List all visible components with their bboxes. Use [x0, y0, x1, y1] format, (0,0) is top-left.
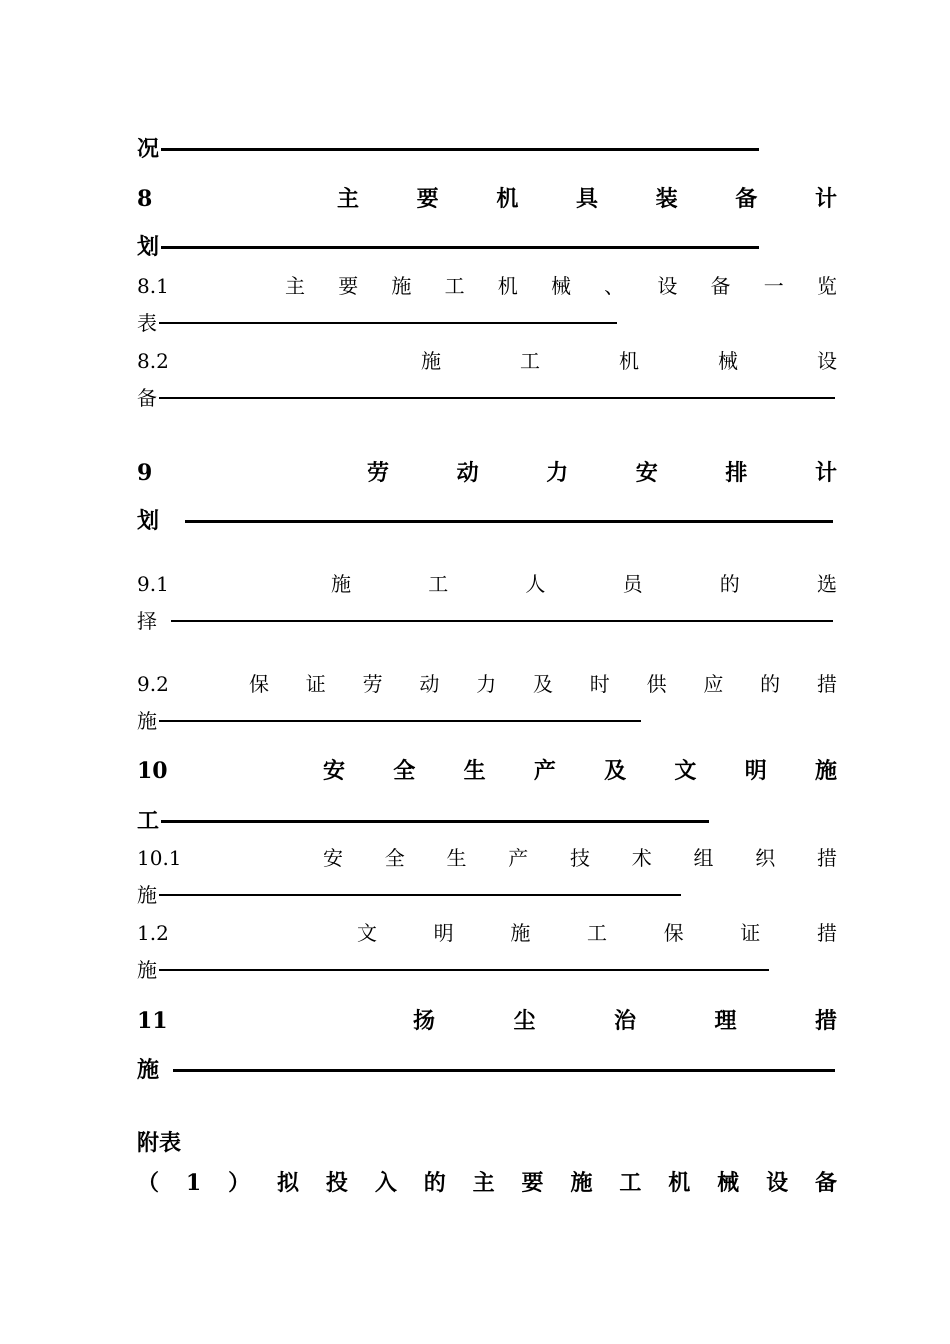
section-number: 1.2 — [137, 921, 169, 945]
title-char: 力 — [546, 460, 569, 486]
title-char: 、 — [604, 274, 625, 298]
title-char: 供 — [646, 672, 667, 696]
title-char: 应 — [703, 672, 724, 696]
title-char: 施 — [421, 349, 441, 373]
title-char: 产 — [533, 758, 556, 784]
title-char: 设 — [657, 274, 678, 298]
title-tail-char: 表 — [137, 311, 157, 335]
title-char: 明 — [433, 921, 454, 945]
section-title — [285, 276, 837, 296]
toc-line-continuation — [137, 138, 837, 160]
toc-leader-line — [159, 969, 769, 971]
title-tail-char: 施 — [137, 958, 157, 982]
toc-entry-9-1-continuation — [137, 611, 837, 631]
toc-entry-9-2-continuation — [137, 711, 837, 731]
section-title — [413, 1010, 837, 1032]
toc-entry-8-1-continuation — [137, 313, 837, 333]
toc-entry-10-continuation — [137, 810, 837, 832]
title-char: 措 — [817, 846, 837, 870]
title-char: 证 — [740, 921, 761, 945]
title-char: 文 — [357, 921, 377, 945]
title-char: 尘 — [513, 1008, 536, 1034]
title-char: 一 — [763, 274, 784, 298]
toc-entry-10-1-continuation — [137, 885, 837, 905]
title-tail-char: 施 — [137, 709, 157, 733]
section-title — [357, 923, 837, 943]
appendix-char: 设 — [766, 1170, 789, 1196]
section-title — [337, 188, 837, 210]
appendix-char: 工 — [619, 1170, 642, 1196]
title-char: 设 — [817, 349, 837, 373]
toc-leader-line — [171, 620, 833, 622]
appendix-item-1[interactable] — [137, 1172, 837, 1194]
title-char: 产 — [508, 846, 529, 870]
appendix-char: 1 — [185, 1170, 202, 1196]
title-char: 生 — [463, 758, 486, 784]
toc-entry-10-1[interactable] — [137, 848, 837, 868]
appendix-char: 要 — [521, 1170, 544, 1196]
title-char: 安 — [323, 846, 343, 870]
title-char: 览 — [816, 274, 837, 298]
title-char: 机 — [496, 186, 519, 212]
toc-entry-9[interactable] — [137, 462, 837, 484]
title-char: 员 — [622, 572, 643, 596]
title-char: 生 — [446, 846, 467, 870]
title-char: 治 — [613, 1008, 636, 1034]
toc-leader-line — [159, 322, 617, 324]
toc-entry-11[interactable] — [137, 1010, 837, 1032]
section-title — [323, 848, 837, 868]
toc-entry-11-continuation — [137, 1059, 837, 1081]
title-char: 安 — [323, 758, 346, 784]
section-number: 8.2 — [137, 349, 169, 373]
title-char: 安 — [635, 460, 658, 486]
section-title — [249, 674, 837, 694]
title-char: 时 — [589, 672, 610, 696]
title-char: 术 — [631, 846, 652, 870]
appendix-char: 机 — [668, 1170, 691, 1196]
section-title — [421, 351, 837, 371]
title-tail-char: 施 — [137, 1057, 160, 1083]
title-char: 人 — [525, 572, 546, 596]
title-char: 全 — [393, 758, 416, 784]
title-char: 排 — [725, 460, 748, 486]
toc-entry-9-1[interactable] — [137, 574, 837, 594]
title-char: 计 — [814, 186, 837, 212]
title-tail-char: 划 — [137, 234, 160, 260]
title-char: 措 — [816, 672, 837, 696]
title-char: 动 — [419, 672, 440, 696]
toc-entry-8-continuation — [137, 236, 837, 258]
title-char: 动 — [456, 460, 479, 486]
toc-entry-8-1[interactable] — [137, 276, 837, 296]
title-char: 的 — [760, 672, 781, 696]
title-char: 要 — [416, 186, 439, 212]
section-title — [323, 760, 837, 782]
title-char: 械 — [550, 274, 571, 298]
title-char: 施 — [814, 758, 837, 784]
toc-leader-line — [161, 246, 759, 249]
title-char: 理 — [714, 1008, 737, 1034]
title-char: 及 — [532, 672, 553, 696]
appendix-heading — [137, 1132, 837, 1154]
title-char: 明 — [744, 758, 767, 784]
title-char: 全 — [384, 846, 405, 870]
title-char: 工 — [428, 572, 449, 596]
section-number: 9.2 — [137, 672, 169, 696]
title-char: 施 — [510, 921, 531, 945]
title-char: 备 — [710, 274, 731, 298]
section-number: 8.1 — [137, 274, 169, 298]
toc-entry-8-2[interactable] — [137, 351, 837, 371]
section-number: 8 — [137, 186, 153, 212]
title-char: 施 — [391, 274, 412, 298]
title-char: 备 — [735, 186, 758, 212]
title-char: 械 — [718, 349, 738, 373]
section-title — [367, 462, 837, 484]
title-tail-char: 择 — [137, 609, 157, 633]
title-char: 保 — [663, 921, 684, 945]
toc-entry-9-2[interactable] — [137, 674, 837, 694]
toc-leader-line — [161, 148, 759, 151]
section-number: 10.1 — [137, 846, 182, 870]
toc-entry-1-2[interactable] — [137, 923, 837, 943]
appendix-char: ） — [228, 1170, 251, 1196]
section-number: 9.1 — [137, 572, 169, 596]
toc-entry-8-2-continuation — [137, 388, 837, 408]
appendix-heading-text: 附表 — [137, 1130, 182, 1156]
section-number: 9 — [137, 460, 153, 486]
appendix-char: 主 — [472, 1170, 495, 1196]
title-char: 劳 — [362, 672, 383, 696]
title-tail-char: 施 — [137, 883, 157, 907]
title-char: 具 — [575, 186, 598, 212]
title-char: 扬 — [413, 1008, 436, 1034]
title-char: 文 — [674, 758, 697, 784]
title-char: 主 — [285, 274, 305, 298]
title-tail-char: 划 — [137, 508, 160, 534]
title-char: 装 — [655, 186, 678, 212]
title-tail-char: 备 — [137, 386, 157, 410]
appendix-char: 械 — [717, 1170, 740, 1196]
title-char: 措 — [814, 1008, 837, 1034]
toc-leader-line — [185, 520, 833, 523]
toc-leader-line — [161, 820, 709, 823]
toc-entry-10[interactable] — [137, 760, 837, 782]
appendix-char: 备 — [814, 1170, 837, 1196]
toc-leader-line — [159, 894, 681, 896]
title-char: 计 — [814, 460, 837, 486]
title-char: 的 — [719, 572, 740, 596]
toc-entry-1-2-continuation — [137, 960, 837, 980]
title-char: 要 — [338, 274, 359, 298]
title-char: 技 — [570, 846, 590, 870]
title-char: 工 — [586, 921, 607, 945]
toc-leader-line — [159, 397, 835, 399]
title-char: 机 — [619, 349, 639, 373]
title-char: 施 — [331, 572, 351, 596]
section-title — [331, 574, 837, 594]
appendix-char: 的 — [423, 1170, 446, 1196]
title-char: 力 — [476, 672, 497, 696]
title-tail-char: 工 — [137, 808, 160, 834]
title-char: 保 — [249, 672, 269, 696]
toc-tail-text: 况 — [137, 136, 160, 162]
title-char: 工 — [520, 349, 540, 373]
title-char: 织 — [755, 846, 776, 870]
section-number: 11 — [137, 1008, 168, 1034]
appendix-char: 投 — [325, 1170, 348, 1196]
appendix-char: 拟 — [277, 1170, 300, 1196]
toc-entry-9-continuation — [137, 510, 837, 532]
title-char: 工 — [444, 274, 465, 298]
toc-entry-8[interactable] — [137, 188, 837, 210]
appendix-char: （ — [137, 1170, 160, 1196]
title-char: 选 — [816, 572, 837, 596]
toc-leader-line — [159, 720, 641, 722]
section-number: 10 — [137, 758, 168, 784]
appendix-char: 施 — [570, 1170, 593, 1196]
title-char: 证 — [305, 672, 326, 696]
title-char: 劳 — [367, 460, 390, 486]
title-char: 组 — [693, 846, 714, 870]
toc-leader-line — [173, 1069, 835, 1072]
appendix-char: 入 — [374, 1170, 397, 1196]
title-char: 机 — [497, 274, 518, 298]
title-char: 措 — [816, 921, 837, 945]
title-char: 主 — [337, 186, 360, 212]
title-char: 及 — [604, 758, 627, 784]
